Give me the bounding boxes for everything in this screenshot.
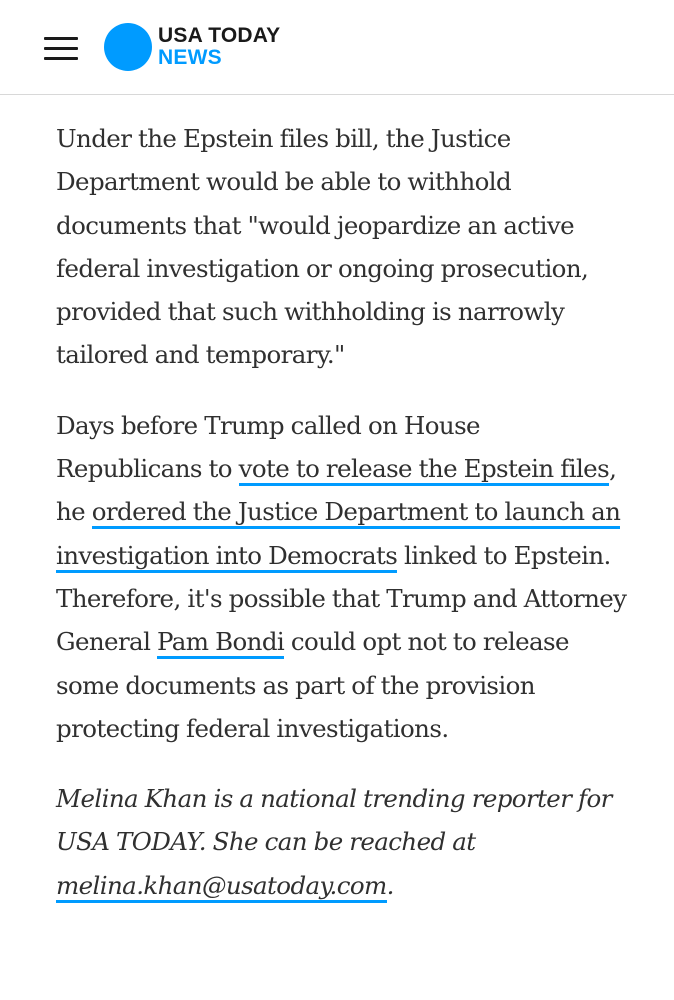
logo-dot-icon — [104, 23, 152, 71]
link-vote-release-epstein-files[interactable]: vote to release the Epstein files — [239, 454, 609, 486]
article-body — [56, 117, 631, 934]
article-paragraph: Under the Epstein files bill, the Justice Department would be able to withhold documents that "would jeopardize an active federal investigation or ongoing prosecution, provided that such withholding is narrowly tailored and temporary." — [56, 124, 589, 370]
site-header — [0, 0, 674, 95]
logo-brand-text: USA TODAY — [158, 24, 281, 47]
logo-section-text: NEWS — [158, 46, 222, 69]
paragraph-text: could opt not to release some documents as part of the provision protecting federal investigations. — [56, 627, 569, 743]
paragraph-text: , he — [56, 454, 617, 527]
hamburger-menu-icon[interactable] — [44, 35, 78, 61]
paragraph-text: linked to Epstein. Therefore, it's possible that Trump and Attorney General — [56, 540, 627, 657]
author-email-link[interactable]: melina.khan@usatoday.com — [56, 871, 387, 903]
link-justice-department-investigation[interactable]: ordered the Justice Department to launch an investigation into Democrats — [56, 497, 620, 572]
usa-today-news-logo[interactable] — [104, 23, 304, 73]
bio-text: . — [386, 870, 394, 900]
paragraph-text: Days before Trump called on House Republicans to — [56, 410, 480, 484]
author-bio — [56, 777, 631, 907]
menu-bar — [44, 47, 78, 50]
article-paragraph — [56, 404, 631, 750]
link-pam-bondi[interactable]: Pam Bondi — [157, 627, 284, 659]
menu-bar — [44, 57, 78, 60]
menu-bar — [44, 37, 78, 40]
bio-text: Melina Khan is a national trending reporter for USA TODAY. She can be reached at — [56, 784, 612, 857]
